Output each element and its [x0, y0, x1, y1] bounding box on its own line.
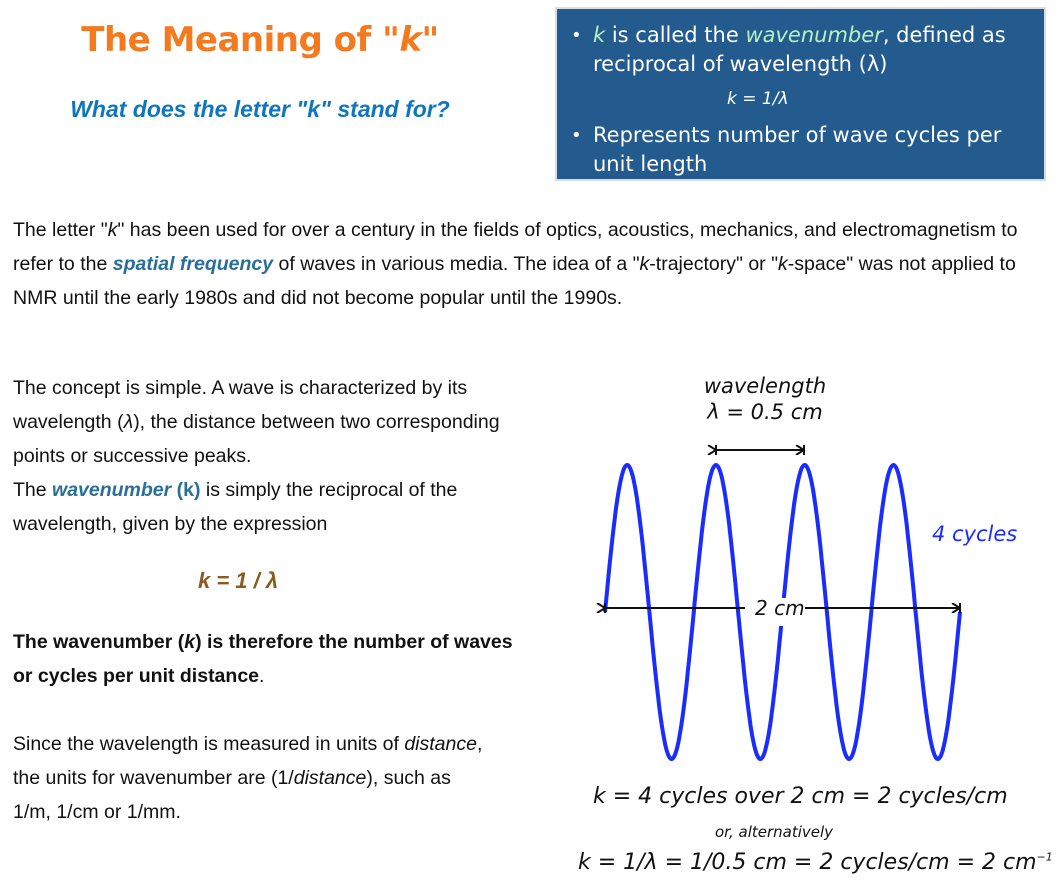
wavenumber-equation: k = 1 / λ — [198, 568, 279, 593]
bullet-icon: • — [571, 25, 582, 46]
intro-paragraph: The letter "k" has been used for over a century in the fields of optics, acoustics, mechanics, and electromagnetism to refer to the spatial frequency of waves in various media. The idea of a "k-trajectory" or "k-space" was not applied to NMR until the early 1980s and did not become popular until the 1990s. — [13, 219, 1018, 309]
cycles-label: 4 cycles — [932, 522, 1018, 546]
concept-paragraph: The concept is simple. A wave is characterized by its wavelength (λ), the distance between two corresponding points or successive peaks. The wavenumber (k) is simply the reciprocal of the wavelength, given by the expression — [13, 377, 500, 535]
wavenumber-highlight: wavenumber — [745, 23, 883, 47]
wavenumber-link[interactable]: wavenumber — [52, 479, 172, 501]
wavenumber-diagram — [560, 370, 1062, 893]
sine-wave-graphic — [560, 370, 1062, 780]
spatial-frequency-link[interactable]: spatial frequency — [112, 253, 274, 275]
wavenumber-definition-statement: The wavenumber (k) is therefore the number of waves or cycles per unit distance. — [13, 631, 513, 687]
page-title: The Meaning of "k" — [81, 20, 439, 60]
definition-callout-box — [555, 7, 1046, 181]
equation-reciprocal-wavelength: k = 1/λ = 1/0.5 cm = 2 cycles/cm = 2 $cm^{-1}$ — [578, 850, 1053, 875]
callout-formula: k = 1/λ — [727, 89, 789, 109]
callout-item-wavenumber: • k is called the wavenumber, defined as reciprocal of wavelength (λ) — [571, 23, 1006, 76]
wavelength-label: wavelength λ = 0.5 cm — [703, 374, 827, 424]
alternatively-label: or, alternatively — [715, 823, 834, 841]
units-paragraph: Since the wavelength is measured in units of distance, the units for wavenumber are (1/distance), such as 1/m, 1/cm or 1/mm. — [13, 733, 483, 823]
page-subtitle: What does the letter "k" stand for? — [70, 96, 450, 122]
equation-cycles-over-distance: k = 4 cycles over 2 cm = 2 cycles/cm — [593, 784, 1008, 809]
callout-item-cycles: • Represents number of wave cycles per unit length — [571, 123, 1002, 176]
span-label: 2 cm — [755, 596, 805, 620]
bullet-icon: • — [571, 125, 582, 146]
